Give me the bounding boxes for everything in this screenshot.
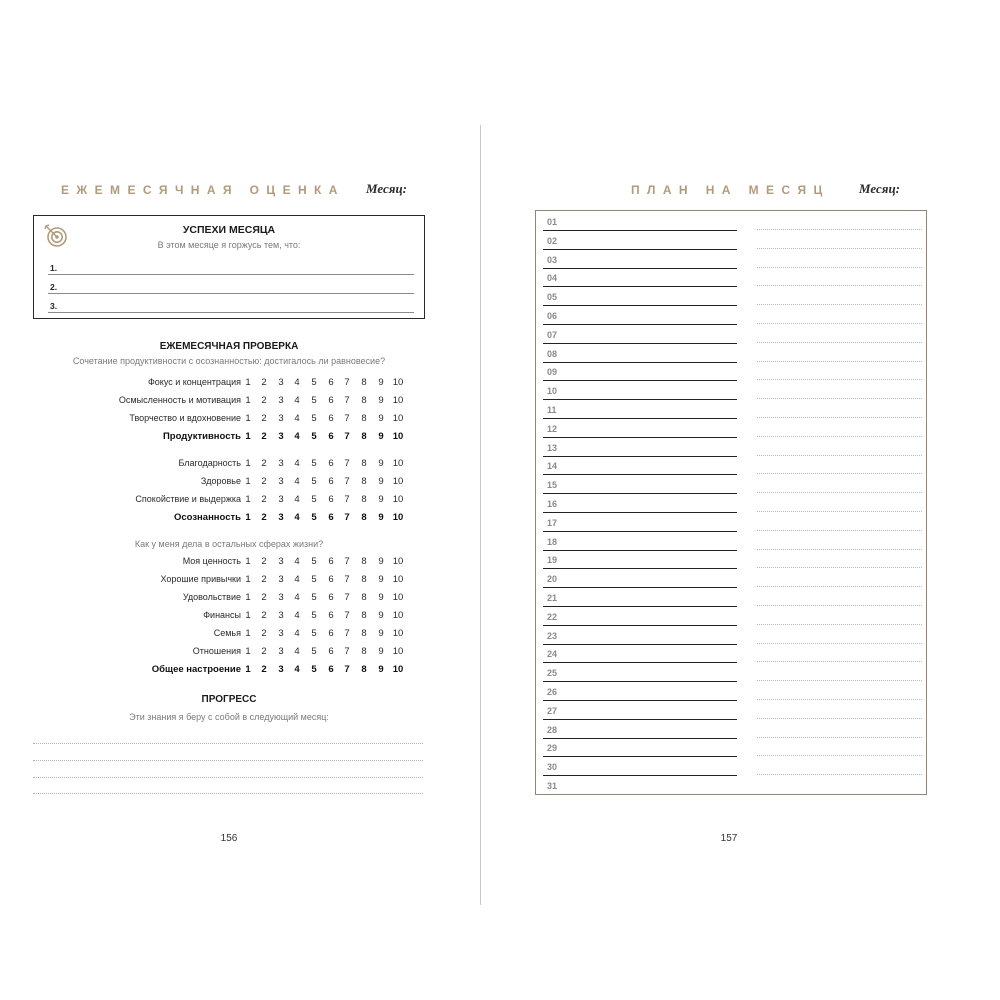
rating-option[interactable]: 2 xyxy=(261,664,267,675)
day-number: 14 xyxy=(547,461,558,472)
rating-option[interactable]: 10 xyxy=(392,377,404,388)
day-entry-line[interactable] xyxy=(543,568,737,569)
rating-option[interactable]: 7 xyxy=(344,592,350,603)
day-dotted-line[interactable] xyxy=(757,624,922,625)
rating-option[interactable]: 10 xyxy=(392,512,404,523)
rating-option[interactable]: 4 xyxy=(294,610,300,621)
rating-option[interactable]: 9 xyxy=(378,574,384,585)
rating-option[interactable]: 10 xyxy=(392,664,404,675)
right-page-title: ПЛАН НА МЕСЯЦ xyxy=(631,183,830,197)
day-dotted-line[interactable] xyxy=(757,398,922,399)
day-entry-line[interactable] xyxy=(543,700,737,701)
rating-option[interactable]: 1 xyxy=(245,458,251,469)
day-number: 07 xyxy=(547,329,558,340)
progress-line-2[interactable] xyxy=(33,760,423,761)
check-subtitle: Сочетание продуктивности с осознанностью: достигалось ли равновесие? xyxy=(72,356,386,366)
rating-label: Благодарность xyxy=(178,458,241,468)
rating-option[interactable]: 4 xyxy=(294,458,300,469)
day-dotted-line[interactable] xyxy=(757,567,922,568)
rating-option[interactable]: 7 xyxy=(344,377,350,388)
rating-option[interactable]: 10 xyxy=(392,646,404,657)
day-number: 10 xyxy=(547,386,558,397)
day-dotted-line[interactable] xyxy=(757,248,922,249)
success-item-number: 2. xyxy=(50,282,58,292)
rating-option[interactable]: 6 xyxy=(328,395,334,406)
rating-label: Продуктивность xyxy=(162,431,241,442)
rating-option[interactable]: 3 xyxy=(278,628,284,639)
rating-option[interactable]: 3 xyxy=(278,395,284,406)
day-number: 13 xyxy=(547,442,558,453)
rating-option[interactable]: 2 xyxy=(261,377,267,388)
rating-option[interactable]: 10 xyxy=(392,610,404,621)
rating-option[interactable]: 5 xyxy=(311,395,317,406)
day-dotted-line[interactable] xyxy=(757,699,922,700)
left-page-title: ЕЖЕМЕСЯЧНАЯ ОЦЕНКА xyxy=(61,183,345,197)
rating-option[interactable]: 9 xyxy=(378,476,384,487)
rating-option[interactable]: 9 xyxy=(378,395,384,406)
rating-option[interactable]: 8 xyxy=(361,476,367,487)
day-entry-line[interactable] xyxy=(543,362,737,363)
rating-option[interactable]: 1 xyxy=(245,377,251,388)
rating-option[interactable]: 6 xyxy=(328,476,334,487)
check-title: ЕЖЕМЕСЯЧНАЯ ПРОВЕРКА xyxy=(159,341,299,352)
rating-option[interactable]: 4 xyxy=(294,395,300,406)
day-entry-line[interactable] xyxy=(543,550,737,551)
rating-option[interactable]: 9 xyxy=(378,592,384,603)
rating-option[interactable]: 2 xyxy=(261,610,267,621)
progress-line-3[interactable] xyxy=(33,777,423,778)
day-number: 23 xyxy=(547,630,558,641)
day-dotted-line[interactable] xyxy=(757,285,922,286)
day-number: 03 xyxy=(547,254,558,265)
day-dotted-line[interactable] xyxy=(757,267,922,268)
day-dotted-line[interactable] xyxy=(757,586,922,587)
rating-option[interactable]: 6 xyxy=(328,646,334,657)
day-entry-line[interactable] xyxy=(543,775,737,776)
rating-option[interactable]: 7 xyxy=(344,458,350,469)
rating-option[interactable]: 7 xyxy=(344,395,350,406)
day-number: 15 xyxy=(547,480,558,491)
rating-option[interactable]: 4 xyxy=(294,556,300,567)
rating-option[interactable]: 6 xyxy=(328,512,334,523)
day-number: 25 xyxy=(547,668,558,679)
day-dotted-line[interactable] xyxy=(757,549,922,550)
rating-option[interactable]: 5 xyxy=(311,574,317,585)
day-number: 21 xyxy=(547,593,558,603)
progress-line-1[interactable] xyxy=(33,743,423,744)
rating-option[interactable]: 9 xyxy=(378,413,384,424)
rating-option[interactable]: 9 xyxy=(378,512,384,523)
rating-option[interactable]: 1 xyxy=(245,628,251,639)
rating-option[interactable]: 2 xyxy=(261,431,267,442)
rating-option[interactable]: 10 xyxy=(392,431,404,442)
rating-label: Здоровье xyxy=(200,476,241,486)
day-entry-line[interactable] xyxy=(543,286,737,287)
rating-option[interactable]: 6 xyxy=(328,574,334,585)
rating-option[interactable]: 1 xyxy=(245,413,251,424)
day-dotted-line[interactable] xyxy=(757,718,922,719)
day-dotted-line[interactable] xyxy=(757,680,922,681)
day-entry-line[interactable] xyxy=(543,399,737,400)
day-number: 30 xyxy=(547,762,558,773)
day-number: 05 xyxy=(547,292,558,303)
day-dotted-line[interactable] xyxy=(757,417,922,418)
rating-option[interactable]: 7 xyxy=(344,610,350,621)
rating-option[interactable]: 6 xyxy=(328,458,334,469)
day-number: 29 xyxy=(547,743,558,754)
rating-option[interactable]: 7 xyxy=(344,494,350,505)
rating-option[interactable]: 4 xyxy=(294,413,300,424)
day-dotted-line[interactable] xyxy=(757,361,922,362)
rating-option[interactable]: 1 xyxy=(245,431,251,442)
day-number: 16 xyxy=(547,499,558,509)
rating-option[interactable]: 1 xyxy=(245,512,251,523)
rating-option[interactable]: 1 xyxy=(245,395,251,406)
rating-option[interactable]: 10 xyxy=(392,574,404,585)
rating-option[interactable]: 7 xyxy=(344,646,350,657)
rating-option[interactable]: 8 xyxy=(361,377,367,388)
rating-option[interactable]: 7 xyxy=(344,556,350,567)
day-entry-line[interactable] xyxy=(543,531,737,532)
rating-option[interactable]: 7 xyxy=(344,413,350,424)
rating-option[interactable]: 7 xyxy=(344,476,350,487)
rating-option[interactable]: 9 xyxy=(378,431,384,442)
rating-option[interactable]: 5 xyxy=(311,431,317,442)
successes-subtitle: В этом месяце я горжусь тем, что: xyxy=(157,240,301,250)
day-entry-line[interactable] xyxy=(543,230,737,231)
rating-option[interactable]: 3 xyxy=(278,476,284,487)
rating-option[interactable]: 10 xyxy=(392,476,404,487)
day-number: 12 xyxy=(547,423,558,434)
day-dotted-line[interactable] xyxy=(757,661,922,662)
rating-option[interactable]: 8 xyxy=(361,556,367,567)
day-dotted-line[interactable] xyxy=(757,229,922,230)
rating-option[interactable]: 5 xyxy=(311,512,317,523)
rating-option[interactable]: 4 xyxy=(294,377,300,388)
rating-label: Отношения xyxy=(192,646,241,656)
rating-option[interactable]: 4 xyxy=(294,628,300,639)
rating-option[interactable]: 5 xyxy=(311,476,317,487)
rating-option[interactable]: 2 xyxy=(261,592,267,603)
rating-option[interactable]: 2 xyxy=(261,476,267,487)
day-entry-line[interactable] xyxy=(543,606,737,607)
rating-label: Осознанность xyxy=(173,512,241,523)
rating-option[interactable]: 10 xyxy=(392,592,404,603)
rating-option[interactable]: 10 xyxy=(392,628,404,639)
rating-option[interactable]: 9 xyxy=(378,628,384,639)
day-entry-line[interactable] xyxy=(543,324,737,325)
day-entry-line[interactable] xyxy=(543,681,737,682)
day-number: 08 xyxy=(547,348,558,359)
rating-option[interactable]: 4 xyxy=(294,592,300,603)
rating-option[interactable]: 3 xyxy=(278,646,284,657)
rating-option[interactable]: 2 xyxy=(261,628,267,639)
rating-option[interactable]: 5 xyxy=(311,610,317,621)
rating-option[interactable]: 4 xyxy=(294,646,300,657)
rating-option[interactable]: 6 xyxy=(328,664,334,675)
rating-option[interactable]: 9 xyxy=(378,458,384,469)
rating-option[interactable]: 4 xyxy=(294,476,300,487)
rating-label: Общее настроение xyxy=(151,664,241,675)
day-entry-line[interactable] xyxy=(543,380,737,381)
rating-option[interactable]: 8 xyxy=(361,512,367,523)
day-dotted-line[interactable] xyxy=(757,643,922,644)
success-line-2[interactable] xyxy=(48,277,414,294)
left-month-label: Месяц: xyxy=(366,181,407,196)
rating-option[interactable]: 5 xyxy=(311,664,317,675)
day-number: 17 xyxy=(547,517,558,528)
successes-box xyxy=(33,215,425,319)
rating-option[interactable]: 8 xyxy=(361,628,367,639)
rating-option[interactable]: 1 xyxy=(245,494,251,505)
rating-option[interactable]: 5 xyxy=(311,628,317,639)
day-number: 11 xyxy=(547,405,557,415)
rating-option[interactable]: 3 xyxy=(278,377,284,388)
rating-label: Моя ценность xyxy=(182,556,241,566)
progress-line-4[interactable] xyxy=(33,793,423,794)
rating-option[interactable]: 9 xyxy=(378,610,384,621)
rating-option[interactable]: 5 xyxy=(311,592,317,603)
rating-option[interactable]: 2 xyxy=(261,512,267,523)
rating-option[interactable]: 5 xyxy=(311,413,317,424)
rating-option[interactable]: 8 xyxy=(361,458,367,469)
rating-option[interactable]: 1 xyxy=(245,476,251,487)
rating-option[interactable]: 2 xyxy=(261,395,267,406)
rating-option[interactable]: 1 xyxy=(245,556,251,567)
rating-option[interactable]: 10 xyxy=(392,556,404,567)
rating-option[interactable]: 5 xyxy=(311,494,317,505)
rating-option[interactable]: 8 xyxy=(361,431,367,442)
rating-option[interactable]: 7 xyxy=(344,431,350,442)
day-entry-line[interactable] xyxy=(543,474,737,475)
rating-label: Спокойствие и выдержка xyxy=(135,494,241,504)
left-page-number: 156 xyxy=(220,833,238,844)
day-dotted-line[interactable] xyxy=(757,323,922,324)
day-entry-line[interactable] xyxy=(543,719,737,720)
rating-option[interactable]: 4 xyxy=(294,664,300,675)
rating-option[interactable]: 8 xyxy=(361,413,367,424)
rating-option[interactable]: 2 xyxy=(261,413,267,424)
right-page-number: 157 xyxy=(720,833,738,844)
rating-option[interactable]: 8 xyxy=(361,646,367,657)
rating-option[interactable]: 7 xyxy=(344,512,350,523)
day-number: 02 xyxy=(547,235,558,246)
day-entry-line[interactable] xyxy=(543,587,737,588)
rating-option[interactable]: 5 xyxy=(311,646,317,657)
day-entry-line[interactable] xyxy=(543,305,737,306)
rating-option[interactable]: 1 xyxy=(245,646,251,657)
rating-option[interactable]: 8 xyxy=(361,494,367,505)
day-entry-line[interactable] xyxy=(543,343,737,344)
rating-option[interactable]: 3 xyxy=(278,512,284,523)
rating-option[interactable]: 5 xyxy=(311,458,317,469)
rating-option[interactable]: 7 xyxy=(344,574,350,585)
rating-option[interactable]: 1 xyxy=(245,592,251,603)
day-number: 01 xyxy=(547,217,558,227)
day-number: 27 xyxy=(547,705,558,716)
day-dotted-line[interactable] xyxy=(757,379,922,380)
day-entry-line[interactable] xyxy=(543,418,737,419)
rating-option[interactable]: 3 xyxy=(278,664,284,675)
rating-option[interactable]: 6 xyxy=(328,413,334,424)
rating-option[interactable]: 3 xyxy=(278,458,284,469)
day-dotted-line[interactable] xyxy=(757,737,922,738)
day-number: 31 xyxy=(547,781,558,791)
rating-option[interactable]: 7 xyxy=(344,664,350,675)
day-number: 28 xyxy=(547,724,558,735)
day-number: 06 xyxy=(547,311,558,321)
day-number: 26 xyxy=(547,687,558,697)
rating-option[interactable]: 6 xyxy=(328,592,334,603)
rating-option[interactable]: 8 xyxy=(361,574,367,585)
rating-option[interactable]: 8 xyxy=(361,592,367,603)
rating-option[interactable]: 8 xyxy=(361,395,367,406)
rating-option[interactable]: 9 xyxy=(378,664,384,675)
day-entry-line[interactable] xyxy=(543,249,737,250)
rating-option[interactable]: 9 xyxy=(378,556,384,567)
rating-option[interactable]: 6 xyxy=(328,494,334,505)
progress-subtitle: Эти знания я беру с собой в следующий месяц: xyxy=(129,712,329,722)
day-number: 18 xyxy=(547,536,558,547)
day-number: 09 xyxy=(547,367,558,378)
rating-option[interactable]: 4 xyxy=(294,512,300,523)
rating-option[interactable]: 3 xyxy=(278,494,284,505)
progress-title: ПРОГРЕСС xyxy=(201,694,257,705)
rating-option[interactable]: 1 xyxy=(245,574,251,585)
day-number: 04 xyxy=(547,273,558,284)
rating-option[interactable]: 3 xyxy=(278,610,284,621)
day-dotted-line[interactable] xyxy=(757,436,922,437)
other-areas-subtitle: Как у меня дела в остальных сферах жизни? xyxy=(134,539,324,549)
rating-option[interactable]: 3 xyxy=(278,574,284,585)
rating-option[interactable]: 4 xyxy=(294,574,300,585)
rating-label: Творчество и вдохновение xyxy=(129,413,241,423)
day-dotted-line[interactable] xyxy=(757,755,922,756)
rating-option[interactable]: 6 xyxy=(328,610,334,621)
rating-option[interactable]: 3 xyxy=(278,413,284,424)
rating-option[interactable]: 7 xyxy=(344,628,350,639)
rating-option[interactable]: 3 xyxy=(278,556,284,567)
rating-option[interactable]: 9 xyxy=(378,377,384,388)
rating-option[interactable]: 5 xyxy=(311,556,317,567)
day-entry-line[interactable] xyxy=(543,512,737,513)
rating-option[interactable]: 10 xyxy=(392,413,404,424)
successes-title: УСПЕХИ МЕСЯЦА xyxy=(182,224,276,236)
day-dotted-line[interactable] xyxy=(757,304,922,305)
day-entry-line[interactable] xyxy=(543,738,737,739)
rating-option[interactable]: 2 xyxy=(261,494,267,505)
rating-option[interactable]: 2 xyxy=(261,458,267,469)
day-entry-line[interactable] xyxy=(543,644,737,645)
rating-label: Фокус и концентрация xyxy=(147,377,241,387)
rating-option[interactable]: 2 xyxy=(261,574,267,585)
day-dotted-line[interactable] xyxy=(757,530,922,531)
rating-label: Хорошие привычки xyxy=(160,574,241,584)
day-dotted-line[interactable] xyxy=(757,511,922,512)
success-item-number: 3. xyxy=(50,301,58,311)
rating-option[interactable]: 6 xyxy=(328,628,334,639)
rating-option[interactable]: 8 xyxy=(361,610,367,621)
rating-option[interactable]: 5 xyxy=(311,377,317,388)
month-plan-box xyxy=(535,210,927,795)
day-entry-line[interactable] xyxy=(543,437,737,438)
day-entry-line[interactable] xyxy=(543,756,737,757)
rating-option[interactable]: 4 xyxy=(294,431,300,442)
rating-option[interactable]: 3 xyxy=(278,431,284,442)
day-number: 22 xyxy=(547,611,558,622)
rating-option[interactable]: 2 xyxy=(261,556,267,567)
right-month-label: Месяц: xyxy=(859,181,900,196)
rating-label: Удовольствие xyxy=(182,592,241,602)
rating-option[interactable]: 1 xyxy=(245,610,251,621)
day-number: 24 xyxy=(547,649,558,660)
rating-option[interactable]: 10 xyxy=(392,395,404,406)
rating-option[interactable]: 3 xyxy=(278,592,284,603)
day-dotted-line[interactable] xyxy=(757,473,922,474)
day-dotted-line[interactable] xyxy=(757,455,922,456)
rating-option[interactable]: 8 xyxy=(361,664,367,675)
rating-option[interactable]: 6 xyxy=(328,431,334,442)
day-number: 20 xyxy=(547,574,558,585)
rating-option[interactable]: 10 xyxy=(392,458,404,469)
day-number: 19 xyxy=(547,555,558,566)
success-line-1[interactable] xyxy=(48,258,414,275)
day-entry-line[interactable] xyxy=(543,268,737,269)
success-line-3[interactable] xyxy=(48,296,414,313)
rating-option[interactable]: 10 xyxy=(392,494,404,505)
rating-label: Семья xyxy=(213,628,241,638)
rating-label: Осмысленность и мотивация xyxy=(118,395,241,405)
rating-option[interactable]: 9 xyxy=(378,646,384,657)
rating-option[interactable]: 1 xyxy=(245,664,251,675)
day-entry-line[interactable] xyxy=(543,456,737,457)
rating-option[interactable]: 6 xyxy=(328,556,334,567)
book-spine xyxy=(480,125,481,905)
day-entry-line[interactable] xyxy=(543,493,737,494)
rating-option[interactable]: 4 xyxy=(294,494,300,505)
day-dotted-line[interactable] xyxy=(757,342,922,343)
success-item-number: 1. xyxy=(50,263,58,273)
day-dotted-line[interactable] xyxy=(757,774,922,775)
rating-option[interactable]: 2 xyxy=(261,646,267,657)
rating-option[interactable]: 9 xyxy=(378,494,384,505)
rating-option[interactable]: 6 xyxy=(328,377,334,388)
day-dotted-line[interactable] xyxy=(757,492,922,493)
day-entry-line[interactable] xyxy=(543,662,737,663)
day-entry-line[interactable] xyxy=(543,625,737,626)
day-dotted-line[interactable] xyxy=(757,605,922,606)
rating-label: Финансы xyxy=(203,610,241,620)
